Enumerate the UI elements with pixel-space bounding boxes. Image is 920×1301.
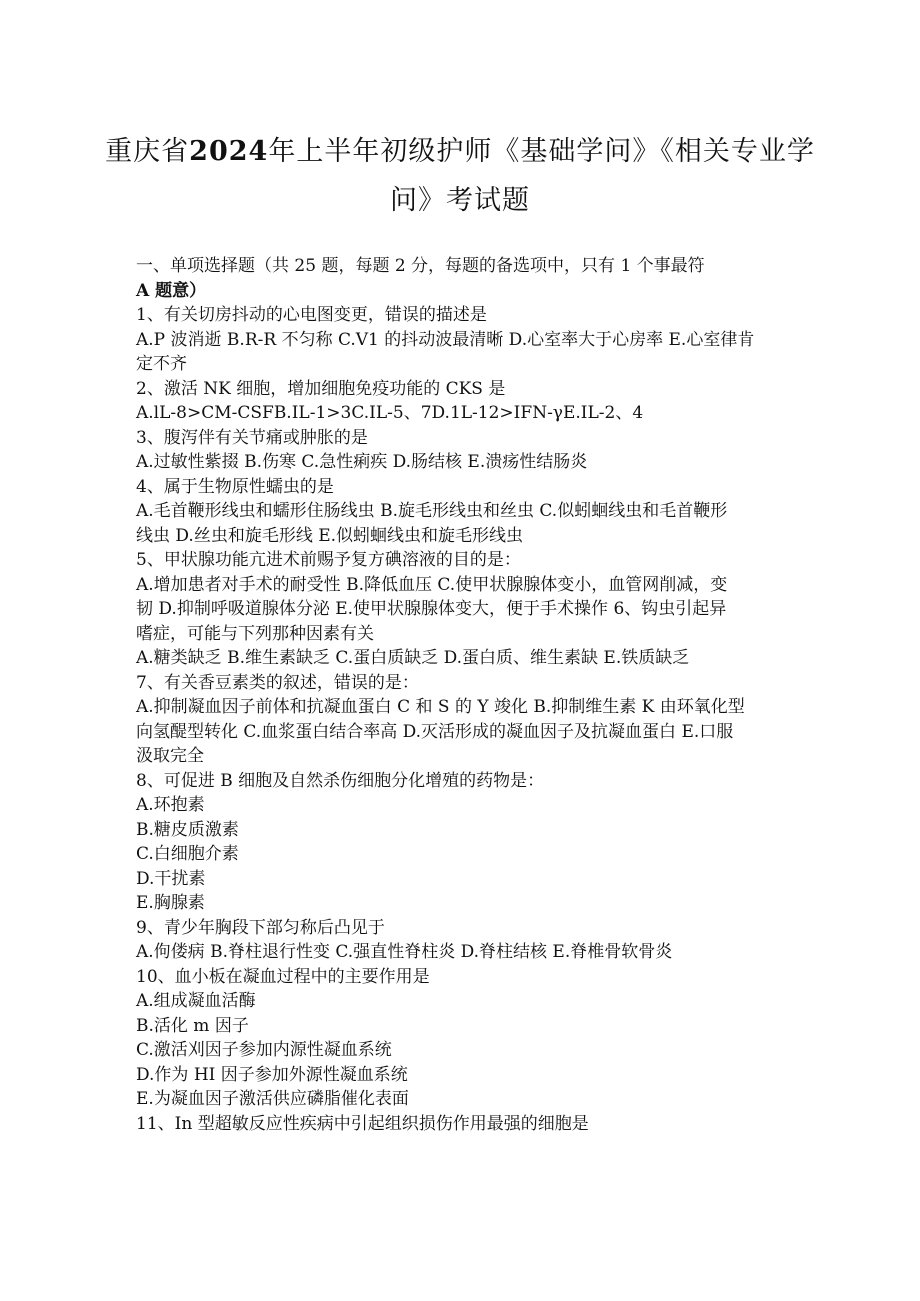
question-stem: 10、血小板在凝血过程中的主要作用是 [136,966,430,987]
question-option-line: A.P 波消逝 B.R-R 不匀称 C.V1 的抖动波最清晰 D.心室率大于心房率 E.心室律肯 [136,329,755,350]
question-option-line: 线虫 D.丝虫和旋毛形线 E.似蚓蛔线虫和旋毛形线虫 [136,525,524,546]
question-option-line: E.为凝血因子激活供应磷脂催化表面 [136,1089,409,1109]
question-option-line: A.佝偻病 B.脊柱退行性变 C.强直性脊柱炎 D.脊柱结核 E.脊椎骨软骨炎 [136,942,673,962]
section-heading-continued: A 题意） [136,280,207,301]
question-stem: 7、有关香豆素类的叙述，错误的是： [136,672,419,693]
question-option-line: A.抑制凝血因子前体和抗凝血蛋白 C 和 S 的 Y 竣化 B.抑制维生素 K 由环氧化型 [136,697,745,717]
question-option-line: A.过敏性紫掇 B.伤寒 C.急性痢疾 D.肠结核 E.溃疡性结肠炎 [136,452,588,472]
question-option-line: 定不齐 [136,354,187,374]
question-list [136,303,796,1136]
document-title-line-2: 问》考试题 [390,185,530,216]
question-option-line: A.环抱素 [136,795,205,815]
question-stem: 1、有关切房抖动的心电图变更，错误的描述是 [136,305,487,325]
question-option-line: 汲取完全 [136,746,204,766]
question-option-line: A.毛首鞭形线虫和蠕形住肠线虫 B.旋毛形线虫和丝虫 C.似蚓蛔线虫和毛首鞭形 [136,501,728,521]
title-suffix: 年上半年初级护师《基础学问》《相关专业学 [268,136,815,167]
question-option-line: A.组成凝血活酶 [136,991,256,1011]
title-year: 2024 [189,136,269,167]
question-option-line: 韧 D.抑制呼吸道腺体分泌 E.使甲状腺腺体变大，便于手术操作 6、钩虫引起异 [136,599,727,619]
question-stem: 8、可促进 B 细胞及自然杀伤细胞分化增殖的药物是： [136,770,545,791]
question-stem: 11、In 型超敏反应性疾病中引起组织损伤作用最强的细胞是 [136,1113,589,1134]
section-heading: 一、单项选择题（共 25 题，每题 2 分，每题的备选项中，只有 1 个事最符 [136,256,705,276]
question-option-line: 嗜症，可能与下列那种因素有关 [136,623,374,644]
question-option-line: B.糖皮质激素 [136,819,239,840]
question-option-line: D.作为 HI 因子参加外源性凝血系统 [136,1064,408,1085]
question-option-line: E.胸腺素 [136,893,205,913]
question-stem: 5、甲状腺功能亢进术前赐予复方碘溶液的目的是： [136,550,521,570]
question-option-line: A.lL-8>CM-CSFB.IL-1>3C.IL-5、7D.1L-12>IFN-γE.IL-2、4 [136,403,644,423]
question-option-line: A.增加患者对手术的耐受性 B.降低血压 C.使甲状腺腺体变小，血管网削减，变 [136,574,728,595]
question-option-line: C.白细胞介素 [136,844,239,864]
question-option-line: 向氢醍型转化 C.血浆蛋白结合率高 D.灭活形成的凝血因子及抗凝血蛋白 E.口服 [136,721,734,742]
question-stem: 3、腹泻伴有关节痛或肿胀的是 [136,427,368,448]
question-stem: 2、激活 NK 细胞，增加细胞免疫功能的 CKS 是 [136,378,506,399]
title-prefix: 重庆省 [105,136,190,167]
question-stem: 9、青少年胸段下部匀称后凸见于 [136,917,385,938]
question-option-line: A.糖类缺乏 B.维生素缺乏 C.蛋白质缺乏 D.蛋白质、维生素缺 E.铁质缺乏 [136,648,690,668]
question-option-line: B.活化 m 因子 [136,1015,249,1036]
question-option-line: D.干扰素 [136,868,206,889]
document-title-line-1 [100,132,820,172]
question-stem: 4、属于生物原性蠕虫的是 [136,476,334,497]
question-body [136,254,796,1136]
question-option-line: C.激活刈因子参加内源性凝血系统 [136,1040,392,1060]
